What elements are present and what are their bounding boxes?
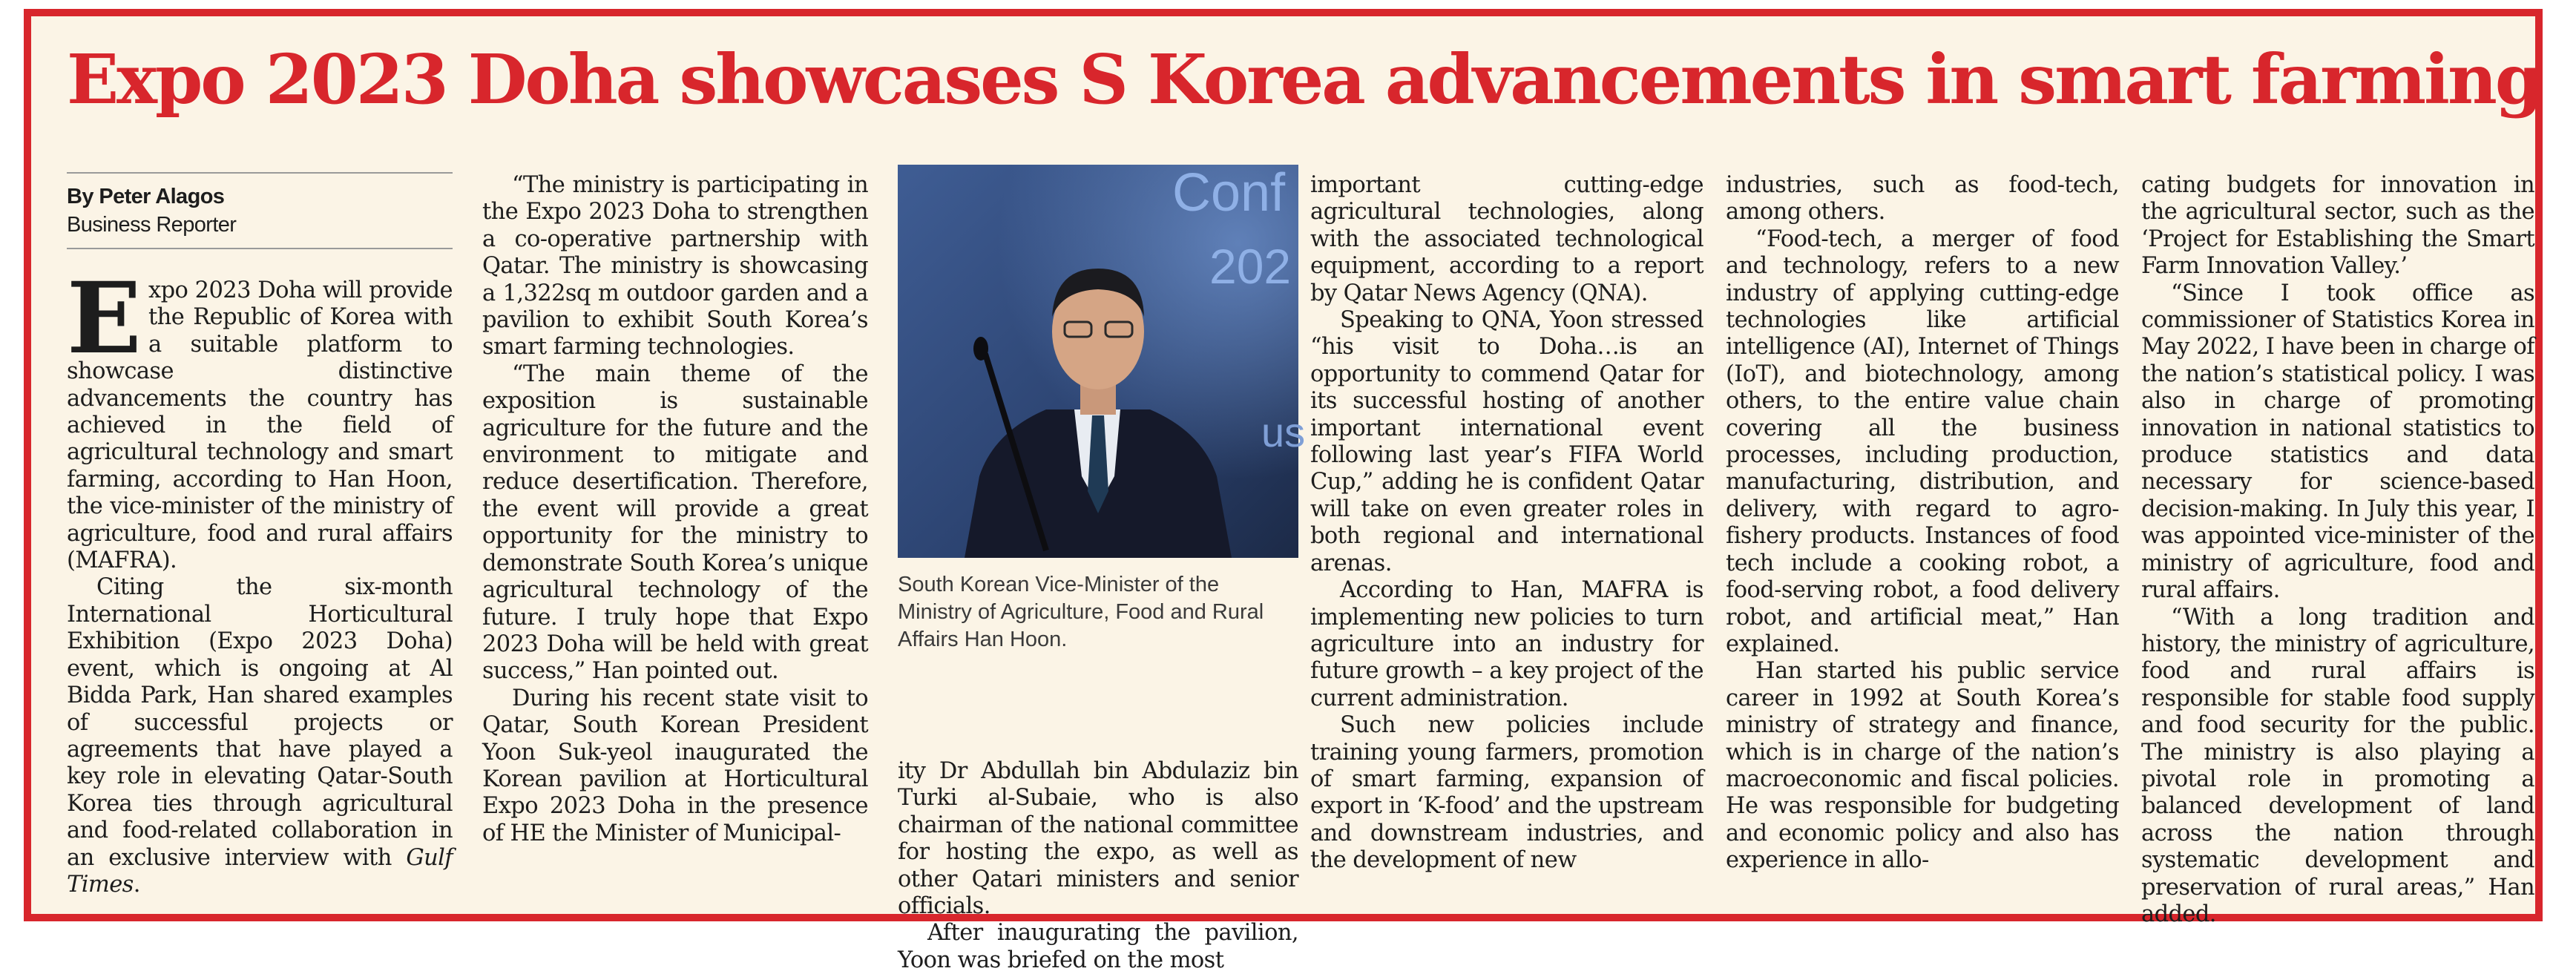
backdrop-text: Conf (1172, 163, 1286, 223)
drop-cap: E (67, 261, 142, 376)
paragraph-end: . (133, 871, 140, 898)
paragraph: “The ministry is participating in the Expo 2023 Doha to strengthen a co-operative partnership with Qatar. The ministry is showcasing a 1,322sq m outdoor garden and a pavilion to exhibit South Korea’s smart farming technologies. (482, 172, 868, 361)
column-4 (1310, 172, 1703, 921)
paragraph: Speaking to QNA, Yoon stressed “his visit to Doha…is an opportunity to commend Qatar for its successful hosting of another important international event following last year’s FIFA World Cup,” adding he is confident Qatar will take on even greater roles in both regional and international arenas. (1310, 307, 1703, 576)
paragraph: Han started his public service career in 1992 at South Korea’s ministry of strategy and finance, which is in charge of the nation’s macroeconomic and fiscal policies. He was responsible for budgeting and economic policy and also has experience in allo- (1726, 658, 2119, 874)
column-3 (898, 758, 1298, 973)
paragraph: “With a long tradition and history, the ministry of agriculture, food and rural affairs is responsible for stable food supply and food security for the public. The ministry is also playing a pivotal role in promoting a balanced development of land across the nation through systematic development and preservation of rural areas,” Han added. (2141, 604, 2534, 927)
paragraph: “The main theme of the exposition is sustainable agriculture for the future and the environment to mitigate and reduce desertification. Therefore, the event will provide a great opportunity for the ministry to demonstrate South Korea’s unique agricultural technology of the future. I truly hope that Expo 2023 Doha will be held with great success,” Han pointed out. (482, 361, 868, 685)
byline-name: By Peter Alagos (67, 185, 225, 208)
photo-han-hoon (898, 163, 1306, 558)
paragraph: important cutting-edge agricultural technologies, along with the associated technological equipment, according to a report by Qatar News Agency (QNA). (1310, 172, 1703, 306)
column-2 (482, 172, 868, 921)
photo-block (898, 163, 1306, 691)
backdrop-text: us (1261, 409, 1306, 455)
byline (67, 172, 453, 249)
backdrop-text: 202 (1209, 239, 1292, 294)
paragraph: After inaugurating the pavilion, Yoon was briefed on the most (898, 920, 1298, 973)
article-frame (24, 9, 2543, 973)
column-5 (1726, 172, 2119, 921)
paragraph: “Food-tech, a merger of food and technology, refers to a new industry of applying cutting-edge technologies like artificial intelligence (AI), Internet of Things (IoT), and biotechnology, among others, to the entire value chain covering all the business processes, including production, manufacturing, distribution, and delivery, with regard to agro-fishery products. Instances of food tech include a cooking robot, a food-serving robot, a food delivery robot, and artificial meat,” Han explained. (1726, 226, 2119, 657)
publication-name: Gulf Times (67, 844, 453, 898)
paragraph: industries, such as food-tech, among others. (1726, 172, 2119, 226)
paragraph: cating budgets for innovation in the agricultural sector, such as the ‘Project for Establishing the Smart Farm Innovation Valley.’ (2141, 172, 2534, 280)
byline-role: Business Reporter (67, 213, 237, 237)
paragraph (67, 261, 453, 574)
paragraph-text: Citing the six-month International Horticultural Exhibition (Expo 2023 Doha) event, which is ongoing at Al Bidda Park, Han shared examples of successful projects or agreements that have played a key role in elevating Qatar-South Korea ties through agricultural and food-related collaboration in an exclusive interview with (67, 574, 453, 871)
paragraph: “Since I took office as commissioner of Statistics Korea in May 2022, I have been in charge of the nation’s statistical policy. I was also in charge of promoting innovation in national statistics to produce statistics and data necessary for science-based decision-making. In July this year, I was appointed vice-minister of the ministry of agriculture, food and rural affairs. (2141, 280, 2534, 604)
paragraph (67, 574, 453, 898)
headline: Expo 2023 Doha showcases S Korea advancements in smart farming (67, 39, 2541, 119)
paragraph: Such new policies include training young farmers, promotion of smart farming, expansion of export in ‘K-food’ and the upstream and downstream industries, and the development of new (1310, 712, 1703, 874)
paragraph: ity Dr Abdullah bin Abdulaziz bin Turki al-Subaie, who is also chairman of the national committee for hosting the expo, as well as other Qatari ministers and senior officials. (898, 758, 1298, 920)
paragraph: According to Han, MAFRA is implementing new policies to turn agriculture into an industry for future growth – a key project of the current administration. (1310, 577, 1703, 711)
column-6 (2141, 172, 2534, 927)
lead-text: xpo 2023 Doha will provide the Republic of Korea with a suitable platform to showcase distinctive advancements the country has achieved in the field of agricultural technology and smart farming, according to Han Hoon, the vice-minister of the ministry of agriculture, food and rural affairs (MAFRA). (67, 277, 453, 574)
paragraph: During his recent state visit to Qatar, South Korean President Yoon Suk-yeol inaugurated the Korean pavilion at Horticultural Expo 2023 Doha in the presence of HE the Minister of Municipal- (482, 685, 868, 846)
photo-caption: South Korean Vice-Minister of the Ministry of Agriculture, Food and Rural Affairs Han Hoon. (898, 573, 1264, 651)
column-1 (67, 172, 453, 921)
